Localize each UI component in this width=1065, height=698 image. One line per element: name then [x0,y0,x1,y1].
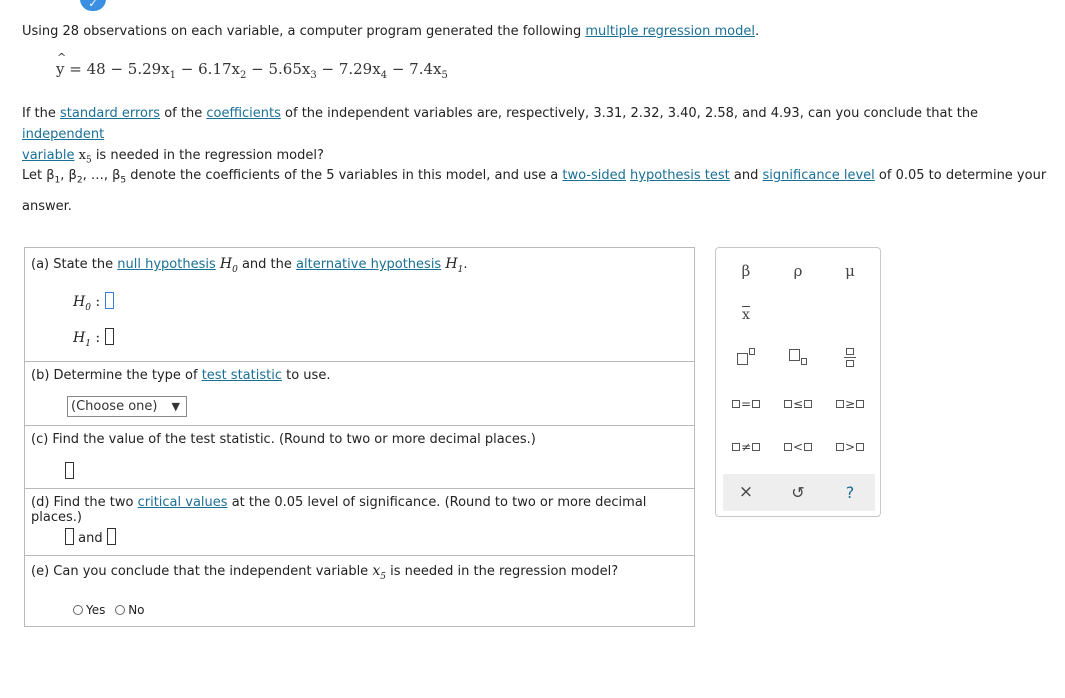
part-b-section [25,362,694,426]
radio-no-icon[interactable] [115,605,125,615]
variable-link[interactable]: variable [22,148,75,163]
part-a-label: (a) State the null hypothesis $H_0$ and the alternative hypothesis $H_1$. [31,256,468,275]
part-d-section [25,489,694,556]
multiple-regression-link[interactable]: multiple regression model [585,24,755,39]
not-equal-button[interactable]: ≠ [724,434,768,460]
test-statistic-select[interactable]: (Choose one) ▼ [67,396,187,417]
critical-values-row: and [65,528,116,546]
option-no[interactable]: No [115,603,144,617]
h1-input[interactable] [105,328,114,345]
instruction-text: Let $\beta_1$, $\beta_2$, …, $\beta_5$ denote the coefficients of the 5 variables in this model, and use a two-sided hypothesis test and significance level of 0.05 to determine your answer. [22,168,1047,214]
null-hypothesis-link[interactable]: null hypothesis [117,257,216,272]
question-text: If the standard errors of the coefficients of the independent variables are, respectively, 3.31, 2.32, 3.40, 2.58, and 4.93, can you conclude that the independent variable $x_5$ is needed in the regression model? [22,106,979,166]
hypothesis-test-link[interactable]: hypothesis test [630,168,730,183]
intro-text: Using 28 observations on each variable, a computer program generated the following multiple regression model. [22,24,760,39]
regression-equation: ^ $y = 48 - 5.29x_1 - 6.17x_2 - 5.65x_3 - 7.29x_4 - 7.4x_5$ [56,60,448,81]
part-b-label: (b) Determine the type of test statistic to use. [31,368,331,383]
help-icon[interactable]: ? [845,482,855,502]
answer-panel [24,247,695,627]
part-c-label: (c) Find the value of the test statistic. (Round to two or more decimal places.) [31,432,536,447]
equals-button[interactable]: = [724,391,768,417]
significance-level-link[interactable]: significance level [762,168,875,183]
subscript-icon [789,348,807,366]
critical-value-1-input[interactable] [65,528,74,545]
less-than-button[interactable]: < [776,434,820,460]
chevron-down-icon: ▼ [171,400,180,413]
greater-than-button[interactable]: > [828,434,872,460]
mu-button[interactable]: μ [845,262,855,280]
superscript-icon [737,348,755,366]
rho-button[interactable]: ρ [793,262,803,280]
greater-equal-button[interactable]: ≥ [828,391,872,417]
part-d-label: (d) Find the two critical values at the 0.05 level of significance. (Round to two or more decimal places.) [31,495,647,525]
h1-row: $H_1$ : [73,328,114,349]
part-a-section [25,248,694,362]
critical-values-link[interactable]: critical values [137,495,228,510]
subscript-button[interactable] [776,344,820,370]
collapse-chevron-icon[interactable]: ✓ [80,0,106,11]
fraction-button[interactable] [828,344,872,370]
h0-input[interactable] [105,292,114,309]
undo-icon[interactable]: ↺ [791,482,805,502]
yes-no-options [73,603,145,617]
palette-toolbar [723,474,875,511]
clear-icon[interactable]: × [738,482,754,502]
h0-row: $H_0$ : [73,292,114,313]
two-sided-link[interactable]: two-sided [562,168,626,183]
radio-yes-icon[interactable] [73,605,83,615]
less-equal-button[interactable]: ≤ [776,391,820,417]
coefficients-link[interactable]: coefficients [206,106,281,121]
option-yes[interactable]: Yes [73,603,105,617]
independent-link[interactable]: independent [22,127,105,142]
symbol-palette [715,247,881,517]
test-statistic-link[interactable]: test statistic [201,368,282,383]
beta-button[interactable]: β [741,262,751,280]
critical-value-2-input[interactable] [107,528,116,545]
part-e-label: (e) Can you conclude that the independent variable $x_5$ is needed in the regression model? [31,563,619,582]
superscript-button[interactable] [724,344,768,370]
standard-errors-link[interactable]: standard errors [60,106,161,121]
fraction-icon [844,348,856,367]
part-e-section [25,556,694,626]
part-c-section [25,426,694,489]
alternative-hypothesis-link[interactable]: alternative hypothesis [296,257,442,272]
test-statistic-input[interactable] [65,462,74,479]
xbar-button[interactable]: $\overline{x}$ [742,307,750,323]
